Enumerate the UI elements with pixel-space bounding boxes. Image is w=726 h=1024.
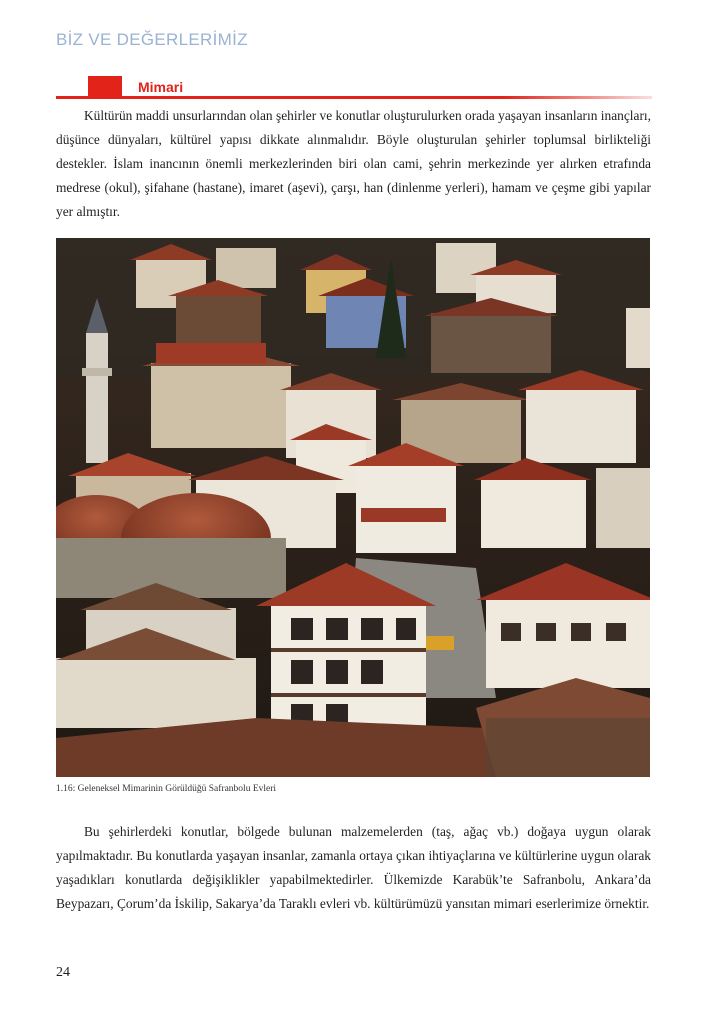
safranbolu-houses-photo: [56, 238, 650, 777]
running-header-title: BİZ VE DEĞERLERİMİZ: [56, 30, 248, 49]
section-title: Mimari: [138, 79, 184, 95]
body-paragraph-houses: Bu şehirlerdeki konutlar, bölgede bulunan malzemelerden (taş, ağaç vb.) doğaya uygun olarak yapılmaktadır. Bu konutlarda yaşayan insanlar, zamanla ortaya çıkan ihtiyaçlarına ve kültürlerine uygun olarak yaşadıkları konutlarda değişiklikler yapabilmektedirler. Ülkemizde Karabük’te Safranbolu, Ankara’da Beypazarı, Çorum’da İskilip, Sakarya’da Taraklı evleri vb. kültürümüzü yansıtan mimari eserlerimize örnektir.: [56, 824, 651, 911]
section-color-block: [88, 76, 122, 98]
figure-caption: 1.16: Geleneksel Mimarinin Görüldüğü Safranbolu Evleri: [56, 784, 277, 794]
page-number: 24: [56, 965, 70, 980]
section-divider: [56, 96, 652, 99]
photo-illustration: [56, 238, 650, 777]
body-paragraph-intro: Kültürün maddi unsurlarından olan şehirler ve konutlar oluşturulurken orada yaşayan insanların inançları, düşünce dünyaları, kültürel yapısı dikkate alınmalıdır. Böyle oluşturulan şehirler toplumsal birlikteliği destekler. İslam inancının önemli merkezlerinden biri olan cami, şehrin merkezinde yer alırken etrafında medrese (okul), şifahane (hastane), imaret (aşevi), çarşı, han (dinlenme yerleri), hamam ve çeşme gibi yapılar yer almıştır.: [56, 108, 651, 219]
